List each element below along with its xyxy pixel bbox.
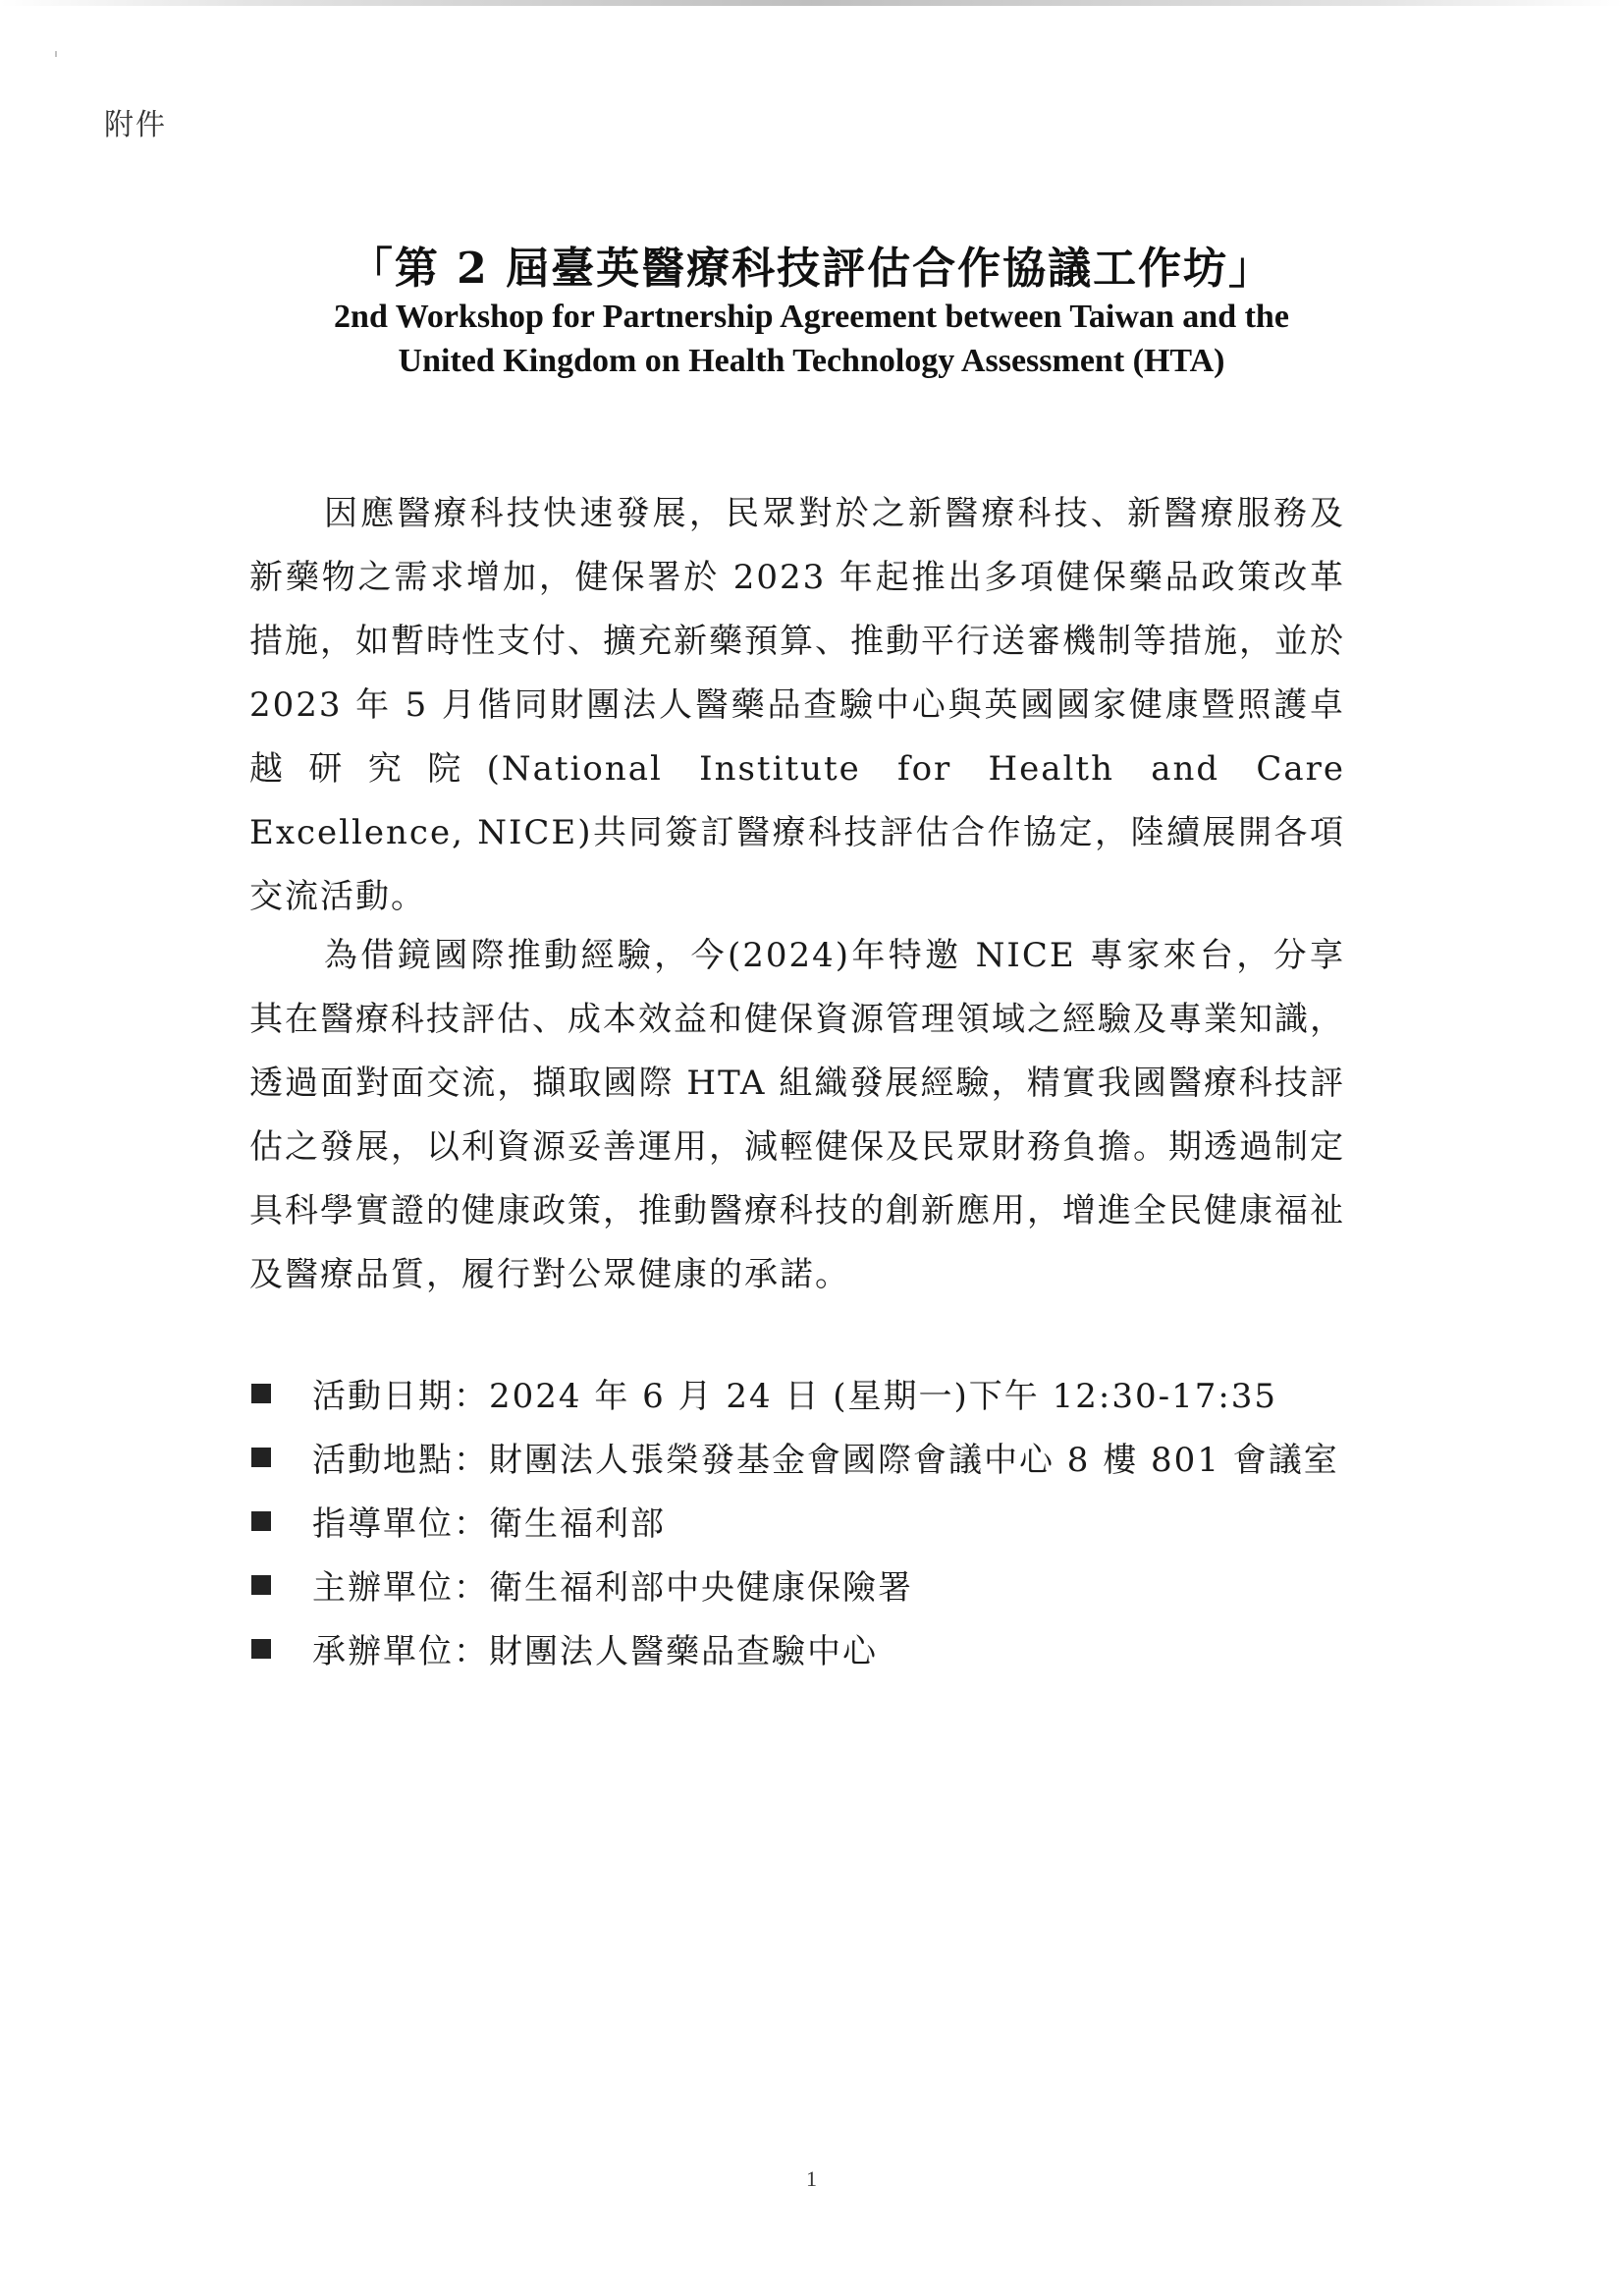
attachment-label: 附件: [104, 108, 167, 142]
square-bullet-icon: [251, 1384, 271, 1403]
info-item-text: 活動日期：2024 年 6 月 24 日 (星期一)下午 12:30-17:35: [312, 1377, 1278, 1416]
square-bullet-icon: [251, 1575, 271, 1595]
event-info-list: [249, 1361, 1379, 1680]
title-english-line-2: United Kingdom on Health Technology Assessment (HTA): [398, 343, 1225, 379]
info-item-supervisor: [249, 1489, 1379, 1553]
info-item-date: [249, 1361, 1379, 1425]
info-item-text: 承辦單位：財團法人醫藥品查驗中心: [312, 1632, 878, 1671]
info-item-text: 指導單位：衛生福利部: [312, 1504, 666, 1544]
info-item-text: 主辦單位：衛生福利部中央健康保險署: [312, 1568, 913, 1608]
info-item-venue: [249, 1425, 1379, 1489]
square-bullet-icon: [251, 1639, 271, 1659]
scan-speck: [55, 51, 57, 57]
scan-edge: [0, 0, 1623, 6]
page-number: 1: [806, 2166, 817, 2191]
title-chinese: 「第 2 屆臺英醫療科技評估合作協議工作坊」: [349, 244, 1274, 294]
body-paragraph-1: 因應醫療科技快速發展，民眾對於之新醫療科技、新醫療服務及新藥物之需求增加，健保署於 2023 年起推出多項健保藥品政策改革措施，如暫時性支付、擴充新藥預算、推動平行送審機制等措施，並於 2023 年 5 月偕同財團法人醫藥品查驗中心與英國國家健康暨照護卓越研究院(National Institute for Health and Care Excellence, NICE)共同簽訂醫療科技評估合作協定，陸續展開各項交流活動。: [249, 494, 1345, 916]
square-bullet-icon: [251, 1448, 271, 1467]
body-paragraph-2: 為借鏡國際推動經驗，今(2024)年特邀 NICE 專家來台，分享其在醫療科技評估、成本效益和健保資源管理領域之經驗及專業知識，透過面對面交流，擷取國際 HTA 組織發展經驗，精實我國醫療科技評估之發展，以利資源妥善運用，減輕健保及民眾財務負擔。期透過制定具科學實證的健康政策，推動醫療科技的創新應用，增進全民健康福祉及醫療品質，履行對公眾健康的承諾。: [249, 936, 1345, 1294]
info-item-text: 活動地點：財團法人張榮發基金會國際會議中心 8 樓 801 會議室: [312, 1441, 1339, 1480]
title-english-line-1: 2nd Workshop for Partnership Agreement between Taiwan and the: [334, 299, 1289, 335]
info-item-organizer: [249, 1553, 1379, 1616]
square-bullet-icon: [251, 1511, 271, 1531]
title-english: [0, 295, 1623, 383]
info-item-executor: [249, 1616, 1379, 1680]
